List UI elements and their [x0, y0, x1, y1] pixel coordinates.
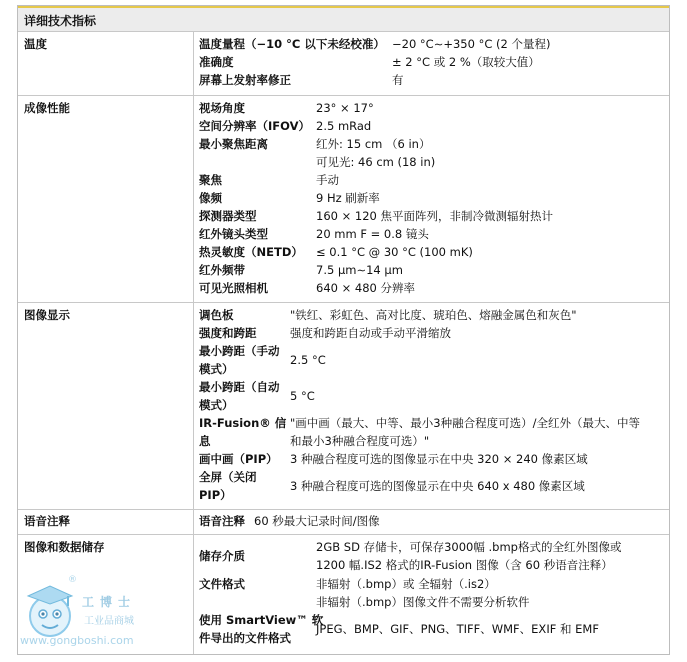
section-display: 图像显示	[24, 308, 70, 322]
row-value: 2GB SD 存储卡，可保存3000幅 .bmp格式的全红外图像或	[316, 540, 622, 554]
row-value: 9 Hz 刷新率	[316, 191, 380, 205]
row-value: 23° × 17°	[316, 101, 374, 115]
row-label: 准确度	[199, 55, 234, 69]
row-label: 语音注释	[199, 514, 245, 528]
row-value: 7.5 μm∼14 μm	[316, 263, 403, 277]
row-value: ≤ 0.1 °C @ 30 °C (100 mK)	[316, 245, 473, 259]
row-value: 2.5 °C	[290, 353, 326, 367]
row-value: 红外: 15 cm （6 in）	[316, 137, 431, 151]
row-value: 1200 幅.IS2 格式的IR-Fusion 图像（含 60 秒语音注释）	[316, 558, 613, 572]
divider	[18, 509, 669, 510]
row-label: 件导出的文件格式	[199, 631, 291, 645]
watermark	[20, 575, 160, 650]
watermark-brand: 工博士	[82, 595, 137, 609]
row-value: 5 °C	[290, 389, 315, 403]
row-label: 最小跨距（手动	[199, 344, 280, 358]
divider	[18, 534, 669, 535]
row-value: 和最小3种融合程度可选）"	[290, 434, 430, 448]
row-value: −20 °C∼+350 °C (2 个量程)	[392, 37, 551, 51]
row-label: 储存介质	[199, 549, 245, 563]
row-label: 调色板	[199, 308, 234, 322]
row-label: 模式）	[199, 362, 234, 376]
section-storage: 图像和数据储存	[24, 540, 105, 554]
column-divider	[193, 31, 194, 654]
section-voice: 语音注释	[24, 514, 70, 528]
row-value: 60 秒最大记录时间/图像	[254, 514, 380, 528]
row-value: 手动	[316, 173, 339, 187]
row-label: 文件格式	[199, 577, 245, 591]
row-value: JPEG、BMP、GIF、PNG、TIFF、WMF、EXIF 和 EMF	[316, 622, 599, 636]
row-value: 3 种融合程度可选的图像显示在中央 640 x 480 像素区域	[290, 479, 585, 493]
row-label: 温度量程（−10 °C 以下未经校准）	[199, 37, 385, 51]
row-value: 有	[392, 73, 404, 87]
table-title: 详细技术指标	[24, 14, 97, 28]
row-label: 红外频带	[199, 263, 245, 277]
row-label: 聚焦	[199, 173, 222, 187]
row-value: 20 mm F = 0.8 镜头	[316, 227, 429, 241]
row-label: 使用 SmartView™ 软	[199, 613, 324, 627]
row-value: 强度和跨距自动或手动平滑缩放	[290, 326, 451, 340]
row-label: 屏幕上发射率修正	[199, 73, 291, 87]
row-label: PIP）	[199, 488, 232, 502]
row-value: 非辐射（.bmp）图像文件不需要分析软件	[316, 595, 530, 609]
row-label: 模式）	[199, 398, 234, 412]
row-value: ± 2 °C 或 2 %（取较大值）	[392, 55, 540, 69]
divider	[18, 31, 669, 32]
row-label: 全屏（关闭	[199, 470, 257, 484]
row-label: 画中画（PIP）	[199, 452, 278, 466]
row-value: "画中画（最大、中等、最小3种融合程度可选）/全红外（最大、中等	[290, 416, 640, 430]
row-label: 探测器类型	[199, 209, 257, 223]
row-value: 2.5 mRad	[316, 119, 372, 133]
divider	[18, 302, 669, 303]
table-header	[18, 6, 669, 31]
divider	[18, 95, 669, 96]
row-value: "铁红、彩虹色、高对比度、琥珀色、熔融金属色和灰色"	[290, 308, 577, 322]
watermark-url: www.gongboshi.com	[20, 634, 134, 647]
section-temperature: 温度	[24, 37, 47, 51]
row-value: 640 × 480 分辨率	[316, 281, 416, 295]
row-label: 空间分辨率（IFOV）	[199, 119, 311, 133]
row-label: 红外镜头类型	[199, 227, 268, 241]
row-label: 像频	[199, 191, 222, 205]
row-label: 热灵敏度（NETD）	[199, 245, 303, 259]
watermark-sub: 工业品商城	[84, 616, 134, 627]
row-label: 最小聚焦距离	[199, 137, 268, 151]
row-value: 3 种融合程度可选的图像显示在中央 320 × 240 像素区域	[290, 452, 588, 466]
row-label: 最小跨距（自动	[199, 380, 280, 394]
section-imaging: 成像性能	[24, 101, 70, 115]
row-label: 强度和跨距	[199, 326, 257, 340]
row-label: IR-Fusion® 信	[199, 416, 287, 430]
row-value: 160 × 120 焦平面阵列，非制冷微测辐射热计	[316, 209, 554, 223]
registered-mark: ®	[68, 575, 77, 585]
row-value: 非辐射（.bmp）或 全辐射（.is2）	[316, 577, 496, 591]
row-label: 可见光照相机	[199, 281, 268, 295]
row-label: 息	[199, 434, 211, 448]
row-label: 视场角度	[199, 101, 245, 115]
row-value: 可见光: 46 cm (18 in)	[316, 155, 436, 169]
